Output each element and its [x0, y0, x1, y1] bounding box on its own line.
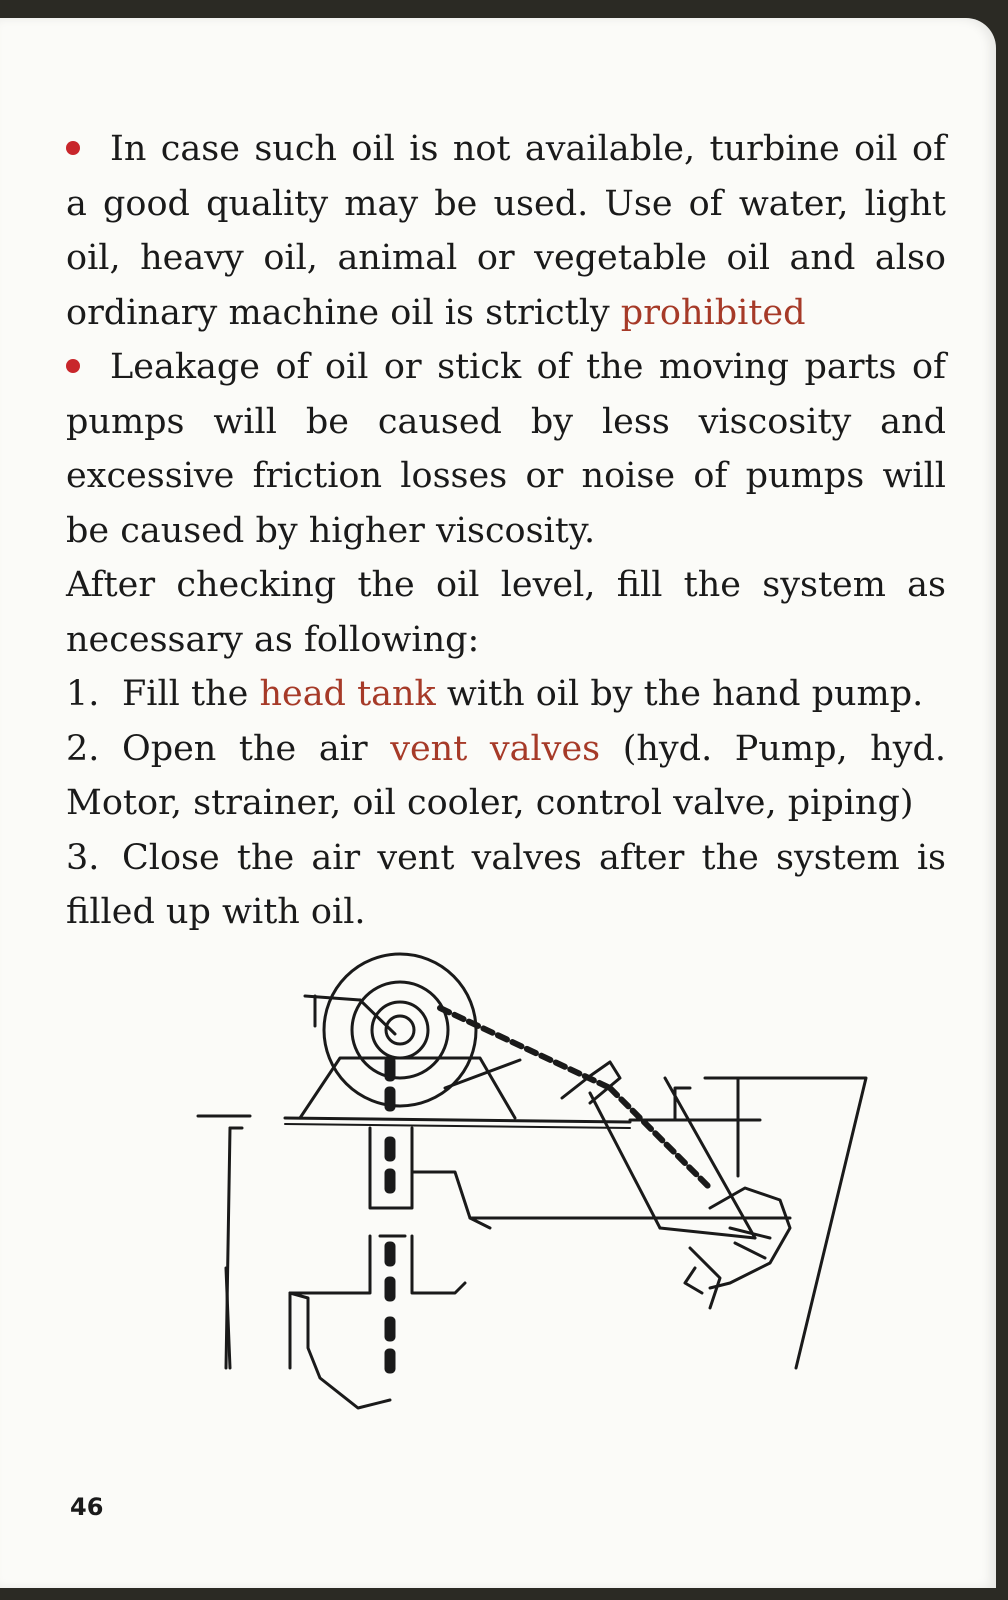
- step-text: Fill the: [122, 674, 260, 714]
- windlass-drum: [324, 954, 476, 1106]
- chain-to-hawse: [440, 1008, 710, 1188]
- spurling-pipe: [290, 1293, 390, 1408]
- paragraph-fill-intro: After checking the oil level, fill the system as necessary as following:: [66, 565, 946, 660]
- step-3: [66, 831, 946, 940]
- step-1: [66, 667, 946, 722]
- page-number: 46: [70, 1493, 104, 1521]
- paragraph-viscosity: [66, 340, 946, 558]
- manual-page: [0, 18, 996, 1588]
- step-text: (hyd. Pump, hyd. Motor, strainer, oil cooler, control valve, piping): [66, 728, 947, 823]
- brake-handle: [305, 996, 395, 1034]
- bullet-icon: [66, 359, 80, 373]
- step-text: Close the air vent valves after the system is filled up with oil.: [66, 837, 946, 932]
- paragraph-oil-substitute: [66, 122, 946, 340]
- step-text: Open the air: [122, 728, 391, 769]
- step-text: with oil by the hand pump.: [435, 674, 924, 714]
- paragraph-viscosity-text: Leakage of oil or stick of the moving parts of pumps will be caused by less viscosity and excessive friction losses or noise of pumps will be caused by higher viscosity.: [66, 347, 946, 551]
- windlass-base: [300, 1058, 515, 1118]
- hawse-pipe: [590, 1078, 755, 1238]
- anchor-chain: [386, 1058, 394, 1372]
- highlight-prohibited: prohibited: [620, 292, 806, 333]
- body-text: [66, 122, 946, 940]
- bullet-icon: [66, 141, 80, 155]
- paragraph-oil-substitute-text: In case such oil is not available, turbine oil of a good quality may be used. Use of water, light oil, heavy oil, animal or vegetable oil and also ordinary machine oil is strictly: [66, 129, 946, 333]
- highlight-head-tank: head tank: [259, 674, 436, 714]
- step-number: 3.: [66, 837, 100, 878]
- step-2: [66, 722, 946, 831]
- anchor-windlass-diagram: [190, 938, 890, 1428]
- highlight-vent-valves: vent valves: [390, 728, 601, 769]
- step-number: 2.: [66, 728, 100, 769]
- step-number: 1.: [66, 674, 100, 714]
